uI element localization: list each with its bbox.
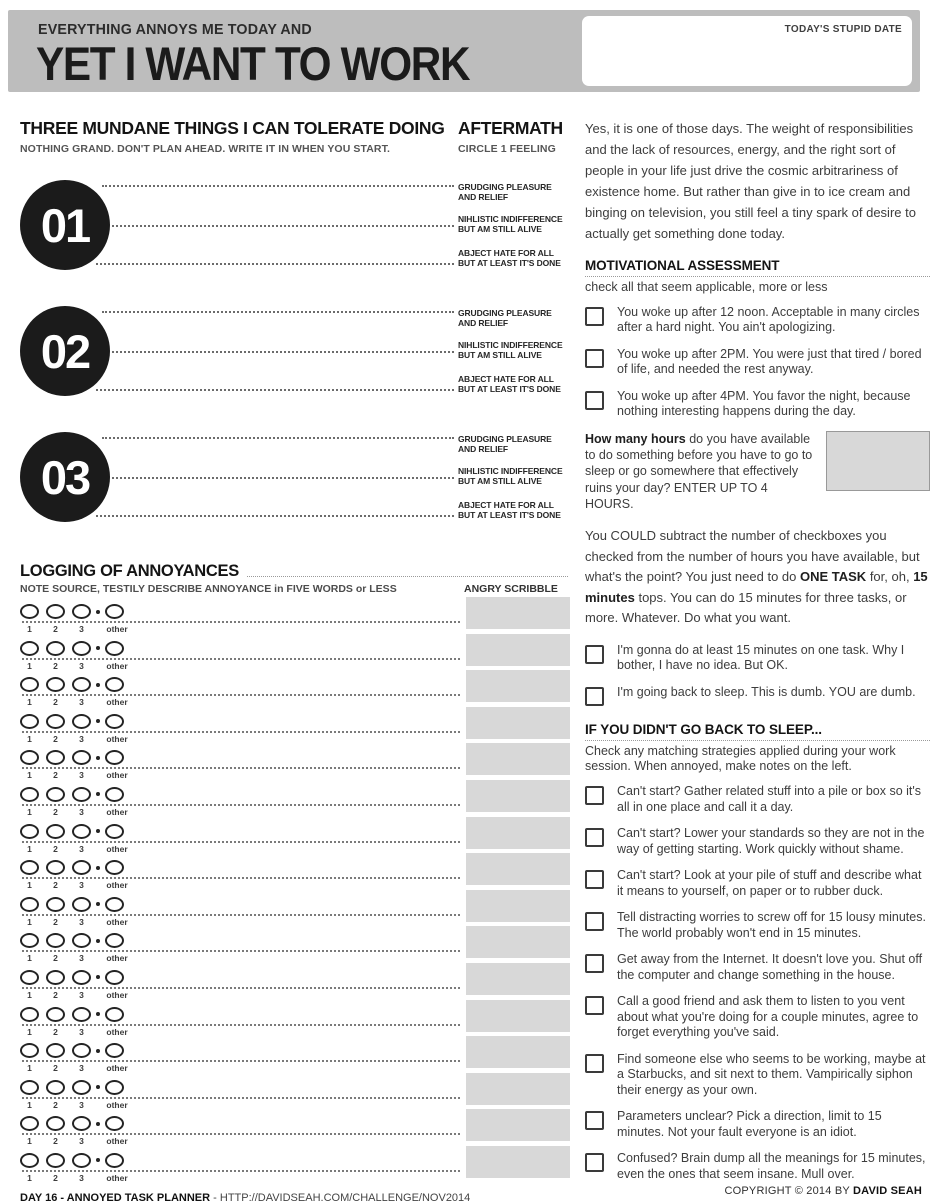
circle-label: other xyxy=(106,1172,128,1183)
circle-label: 1 xyxy=(27,880,32,891)
left-column xyxy=(20,118,570,1188)
count-circle-other[interactable] xyxy=(105,677,124,692)
count-circle-3[interactable] xyxy=(72,824,91,839)
feeling-option-abject-hate[interactable]: ABJECT HATE FOR ALL BUT AT LEAST IT'S DONE xyxy=(458,374,561,395)
count-circle-other[interactable] xyxy=(105,824,124,839)
checkbox[interactable] xyxy=(585,645,604,664)
circle-label: 1 xyxy=(27,1172,32,1183)
circle-label: 1 xyxy=(27,660,32,671)
angry-scribble-box[interactable] xyxy=(466,780,570,812)
angry-scribble-box[interactable] xyxy=(466,1036,570,1068)
count-circle-other[interactable] xyxy=(105,970,124,985)
tasks-heading: THREE MUNDANE THINGS I CAN TOLERATE DOING xyxy=(20,118,445,138)
count-circle-1[interactable] xyxy=(20,714,39,729)
feeling-option-nihilistic-indifference[interactable]: NIHLISTIC INDIFFERENCE BUT AM STILL ALIVE xyxy=(458,340,563,361)
angry-scribble-box[interactable] xyxy=(466,1073,570,1105)
count-circle-other[interactable] xyxy=(105,1116,124,1131)
count-circle-2[interactable] xyxy=(46,824,65,839)
count-circle-2[interactable] xyxy=(46,604,65,619)
count-circle-other[interactable] xyxy=(105,787,124,802)
checkbox[interactable] xyxy=(585,828,604,847)
logging-subheading: NOTE SOURCE, TESTILY DESCRIBE ANNOYANCE in FIVE WORDS or LESS xyxy=(20,583,397,595)
separator-dot xyxy=(96,1085,100,1089)
circle-label: 1 xyxy=(27,843,32,854)
feeling-option-nihilistic-indifference[interactable]: NIHLISTIC INDIFFERENCE BUT AM STILL ALIVE xyxy=(458,466,563,487)
annoyance-writing-line[interactable] xyxy=(22,1024,460,1026)
count-circle-3[interactable] xyxy=(72,1116,91,1131)
angry-scribble-heading: ANGRY SCRIBBLE xyxy=(464,583,558,595)
annoyance-row xyxy=(20,1151,570,1188)
checklist-item-text: Find someone else who seems to be working, maybe at a Starbucks, and sit next to them. Vampirically siphon their energy as your own. xyxy=(617,1051,926,1097)
checklist-item xyxy=(585,685,930,706)
page-title: YET I WANT TO WORK xyxy=(36,37,470,90)
circle-label: other xyxy=(106,806,128,817)
circle-label: 3 xyxy=(79,1136,84,1147)
count-circle-other[interactable] xyxy=(105,860,124,875)
circle-label: 3 xyxy=(79,806,84,817)
separator-dot xyxy=(96,866,100,870)
annoyance-writing-line[interactable] xyxy=(22,1097,460,1099)
annoyance-writing-line[interactable] xyxy=(22,877,460,879)
separator-dot xyxy=(96,975,100,979)
separator-dot xyxy=(96,756,100,760)
angry-scribble-box[interactable] xyxy=(466,1000,570,1032)
task-number-badge: 03 xyxy=(20,432,110,522)
task-writing-line[interactable] xyxy=(112,225,454,227)
count-circle-2[interactable] xyxy=(46,860,65,875)
circle-label: 2 xyxy=(53,806,58,817)
task-writing-line[interactable] xyxy=(112,477,454,479)
annoyance-writing-line[interactable] xyxy=(22,1133,460,1135)
count-circle-2[interactable] xyxy=(46,933,65,948)
circle-label: 1 xyxy=(27,916,32,927)
count-circle-1[interactable] xyxy=(20,1043,39,1058)
circle-label: 1 xyxy=(27,1099,32,1110)
count-circle-2[interactable] xyxy=(46,641,65,656)
circle-label: 3 xyxy=(79,624,84,634)
checklist-item xyxy=(585,868,930,899)
checklist-item xyxy=(585,1151,930,1182)
separator-dot xyxy=(96,610,100,614)
checklist-item-text: Get away from the Internet. It doesn't love you. Shut off the computer and change something in the house. xyxy=(617,952,923,982)
circle-label: 3 xyxy=(79,1099,84,1110)
checklist-item-text: Confused? Brain dump all the meanings for 15 minutes, even the ones that seem insane. Mull over. xyxy=(617,1151,926,1181)
separator-dot xyxy=(96,1012,100,1016)
count-circle-3[interactable] xyxy=(72,1043,91,1058)
angry-scribble-box[interactable] xyxy=(466,963,570,995)
count-circle-other[interactable] xyxy=(105,933,124,948)
annoyance-writing-line[interactable] xyxy=(22,731,460,733)
count-circle-1[interactable] xyxy=(20,1080,39,1095)
circle-label: 1 xyxy=(27,733,32,744)
circle-label: 1 xyxy=(27,806,32,817)
checkbox[interactable] xyxy=(585,996,604,1015)
circle-label: 3 xyxy=(79,880,84,891)
angry-scribble-box[interactable] xyxy=(466,707,570,739)
count-circle-2[interactable] xyxy=(46,787,65,802)
count-circle-2[interactable] xyxy=(46,750,65,765)
count-circle-other[interactable] xyxy=(105,714,124,729)
circle-label: 3 xyxy=(79,733,84,744)
angry-scribble-box[interactable] xyxy=(466,670,570,702)
footer-copyright: COPYRIGHT © 2014 BY DAVID SEAH xyxy=(724,1185,922,1197)
date-entry-box[interactable] xyxy=(582,16,912,86)
circle-label: other xyxy=(106,660,128,671)
hours-entry-box[interactable] xyxy=(826,431,930,491)
separator-dot xyxy=(96,792,100,796)
logging-heading: LOGGING OF ANNOYANCES xyxy=(20,562,239,580)
circle-label: 1 xyxy=(27,624,32,634)
circle-label: other xyxy=(106,880,128,891)
count-circle-other[interactable] xyxy=(105,1007,124,1022)
circle-label: other xyxy=(106,624,128,634)
circle-label: 1 xyxy=(27,1136,32,1147)
count-circle-2[interactable] xyxy=(46,1116,65,1131)
circle-label: other xyxy=(106,1063,128,1074)
annoyance-writing-line[interactable] xyxy=(22,621,460,623)
checklist-item xyxy=(585,643,930,674)
checkbox[interactable] xyxy=(585,307,604,326)
feeling-option-abject-hate[interactable]: ABJECT HATE FOR ALL BUT AT LEAST IT'S DONE xyxy=(458,500,561,521)
count-circle-1[interactable] xyxy=(20,1116,39,1131)
hours-row xyxy=(585,431,930,512)
circle-label: 2 xyxy=(53,660,58,671)
count-circle-2[interactable] xyxy=(46,897,65,912)
angry-scribble-box[interactable] xyxy=(466,890,570,922)
header-kicker: EVERYTHING ANNOYS ME TODAY AND xyxy=(38,21,312,38)
annoyance-writing-line[interactable] xyxy=(22,767,460,769)
dotted-leader xyxy=(247,576,568,577)
circle-label: 2 xyxy=(53,880,58,891)
date-label: TODAY'S STUPID DATE xyxy=(784,24,902,35)
angry-scribble-box[interactable] xyxy=(466,853,570,885)
angry-scribble-box[interactable] xyxy=(466,1146,570,1178)
count-circle-3[interactable] xyxy=(72,1153,91,1168)
count-circle-other[interactable] xyxy=(105,1080,124,1095)
circle-label: 2 xyxy=(53,843,58,854)
count-circle-1[interactable] xyxy=(20,1007,39,1022)
task-writing-line[interactable] xyxy=(96,263,454,265)
task-number-badge: 01 xyxy=(20,180,110,270)
checkbox[interactable] xyxy=(585,1153,604,1172)
count-circle-1[interactable] xyxy=(20,641,39,656)
checklist-item xyxy=(585,910,930,941)
count-circle-1[interactable] xyxy=(20,824,39,839)
circle-label: other xyxy=(106,733,128,744)
checklist-item-text: Parameters unclear? Pick a direction, limit to 15 minutes. Not your fault everyone is an idiot. xyxy=(617,1109,882,1139)
count-circle-3[interactable] xyxy=(72,1007,91,1022)
intro-paragraph: Yes, it is one of those days. The weight of responsibilities and the lack of resources, energy, and the right sort of people in your life just drive the cosmic arbitrariness of existence home. But rather than give in to ice cream and binging on television, you still feel a tiny spark of desire to actually get something done today. xyxy=(585,121,916,242)
checkbox[interactable] xyxy=(585,954,604,973)
angry-scribble-box[interactable] xyxy=(466,743,570,775)
checklist-item xyxy=(585,1109,930,1140)
separator-dot xyxy=(96,683,100,687)
tasks-subheading: NOTHING GRAND. DON'T PLAN AHEAD. WRITE IT IN WHEN YOU START. xyxy=(20,143,390,155)
task-writing-line[interactable] xyxy=(102,311,454,313)
task-block-3 xyxy=(20,424,570,536)
count-circle-1[interactable] xyxy=(20,677,39,692)
right-column xyxy=(585,118,930,1193)
circle-label: other xyxy=(106,916,128,927)
circle-label: other xyxy=(106,1026,128,1037)
annoyance-writing-line[interactable] xyxy=(22,841,460,843)
annoyance-writing-line[interactable] xyxy=(22,914,460,916)
annoyance-writing-line[interactable] xyxy=(22,1060,460,1062)
count-circle-3[interactable] xyxy=(72,897,91,912)
count-circle-other[interactable] xyxy=(105,641,124,656)
count-circle-2[interactable] xyxy=(46,714,65,729)
count-circle-3[interactable] xyxy=(72,714,91,729)
motivational-checklist xyxy=(585,305,930,420)
checklist-item xyxy=(585,305,930,336)
circle-label: other xyxy=(106,1136,128,1147)
count-circle-3[interactable] xyxy=(72,860,91,875)
circle-label: 3 xyxy=(79,660,84,671)
checkbox[interactable] xyxy=(585,1054,604,1073)
circle-label: 3 xyxy=(79,843,84,854)
count-circle-1[interactable] xyxy=(20,1153,39,1168)
circle-label: 2 xyxy=(53,624,58,634)
checklist-item-text: You woke up after 12 noon. Acceptable in many circles after a hard night. You ain't apologizing. xyxy=(617,304,920,335)
motivational-subheading: check all that seem applicable, more or less xyxy=(585,280,828,295)
circle-label: 1 xyxy=(27,1063,32,1074)
separator-dot xyxy=(96,902,100,906)
circle-label: other xyxy=(106,1099,128,1110)
sleep-subheading: Check any matching strategies applied during your work session. When annoyed, make notes on the left. xyxy=(585,743,896,774)
checklist-item-text: Call a good friend and ask them to listen to you vent about what you're doing for a couple minutes, agree to forget everything you've said. xyxy=(617,994,919,1040)
checklist-item xyxy=(585,952,930,983)
annoyance-writing-line[interactable] xyxy=(22,694,460,696)
checklist-item-text: You woke up after 2PM. You were just that tired / bored of life, and needed the rest anyway. xyxy=(617,346,922,377)
feeling-option-grudging-pleasure[interactable]: GRUDGING PLEASURE AND RELIEF xyxy=(458,308,552,329)
circle-label: 1 xyxy=(27,953,32,964)
checkbox[interactable] xyxy=(585,786,604,805)
checklist-item xyxy=(585,389,930,420)
checklist-item-text: Can't start? Look at your pile of stuff and describe what it means to yourself, on paper or to rubber duck. xyxy=(617,868,922,898)
angry-scribble-box[interactable] xyxy=(466,817,570,849)
checklist-item-text: I'm going back to sleep. This is dumb. YOU are dumb. xyxy=(617,684,916,699)
checkbox[interactable] xyxy=(585,1111,604,1130)
circle-label: 2 xyxy=(53,953,58,964)
checklist-item-text: Can't start? Lower your standards so they are not in the way of getting starting. Work quickly without shame. xyxy=(617,826,925,856)
count-circle-2[interactable] xyxy=(46,1153,65,1168)
circle-label: 2 xyxy=(53,733,58,744)
task-block-2 xyxy=(20,298,570,410)
circle-label: 3 xyxy=(79,1063,84,1074)
header-bar xyxy=(8,10,920,92)
circle-label: 2 xyxy=(53,916,58,927)
circle-label: 1 xyxy=(27,1026,32,1037)
checkbox[interactable] xyxy=(585,687,604,706)
aftermath-header xyxy=(458,118,570,155)
count-circle-1[interactable] xyxy=(20,933,39,948)
checklist-item xyxy=(585,784,930,815)
feeling-option-grudging-pleasure[interactable]: GRUDGING PLEASURE AND RELIEF xyxy=(458,182,552,203)
annoyance-writing-line[interactable] xyxy=(22,804,460,806)
task-writing-line[interactable] xyxy=(102,437,454,439)
separator-dot xyxy=(96,829,100,833)
count-circle-3[interactable] xyxy=(72,750,91,765)
logging-rows xyxy=(20,602,570,1188)
circle-label: 1 xyxy=(27,770,32,781)
count-circle-2[interactable] xyxy=(46,970,65,985)
separator-dot xyxy=(96,1122,100,1126)
could-paragraph: You COULD subtract the number of checkboxes you checked from the number of hours you have available, but what's the point? You just need to do ONE TASK for, oh, 15 minutes tops. You can do 15 minutes for three tasks, or more. Whatever. Do what you want. xyxy=(585,528,928,626)
circle-label: 3 xyxy=(79,953,84,964)
count-circle-1[interactable] xyxy=(20,897,39,912)
count-circle-3[interactable] xyxy=(72,787,91,802)
annoyance-writing-line[interactable] xyxy=(22,1170,460,1172)
count-circle-3[interactable] xyxy=(72,933,91,948)
circle-label: 1 xyxy=(27,697,32,708)
feeling-option-abject-hate[interactable]: ABJECT HATE FOR ALL BUT AT LEAST IT'S DONE xyxy=(458,248,561,269)
task-writing-line[interactable] xyxy=(96,515,454,517)
checkbox[interactable] xyxy=(585,912,604,931)
circle-label: 3 xyxy=(79,770,84,781)
circle-label: 3 xyxy=(79,989,84,1000)
circle-label: other xyxy=(106,953,128,964)
circle-label: 2 xyxy=(53,770,58,781)
checkbox[interactable] xyxy=(585,391,604,410)
count-circle-3[interactable] xyxy=(72,641,91,656)
feeling-option-nihilistic-indifference[interactable]: NIHLISTIC INDIFFERENCE BUT AM STILL ALIVE xyxy=(458,214,563,235)
circle-label: other xyxy=(106,989,128,1000)
separator-dot xyxy=(96,939,100,943)
circle-label: other xyxy=(106,697,128,708)
count-circle-other[interactable] xyxy=(105,604,124,619)
circle-label: 2 xyxy=(53,1172,58,1183)
checklist-item-text: Tell distracting worries to screw off for 15 lousy minutes. The world probably won't end in 15 minutes. xyxy=(617,910,926,940)
circle-label: other xyxy=(106,770,128,781)
hours-question: How many hours do you have available to do something before you have to go to sleep or go somewhere that effectively ruins your day? ENTER UP TO 4 HOURS. xyxy=(585,431,813,511)
motivational-heading: MOTIVATIONAL ASSESSMENT xyxy=(585,258,930,277)
count-circle-1[interactable] xyxy=(20,860,39,875)
count-circle-1[interactable] xyxy=(20,604,39,619)
separator-dot xyxy=(96,1158,100,1162)
count-circle-3[interactable] xyxy=(72,970,91,985)
checklist-item-text: I'm gonna do at least 15 minutes on one task. Why I bother, I have no idea. But OK. xyxy=(617,642,905,673)
count-circle-3[interactable] xyxy=(72,677,91,692)
checklist-item-text: You woke up after 4PM. You favor the night, because nothing interesting happens during the day. xyxy=(617,388,911,419)
checklist-item xyxy=(585,1052,930,1099)
circle-label: 3 xyxy=(79,697,84,708)
count-circle-1[interactable] xyxy=(20,750,39,765)
circle-label: 1 xyxy=(27,989,32,1000)
circle-label: 2 xyxy=(53,1063,58,1074)
separator-dot xyxy=(96,719,100,723)
count-circle-2[interactable] xyxy=(46,1043,65,1058)
count-circle-2[interactable] xyxy=(46,1007,65,1022)
count-circle-2[interactable] xyxy=(46,677,65,692)
circle-label: 2 xyxy=(53,1099,58,1110)
separator-dot xyxy=(96,646,100,650)
angry-scribble-box[interactable] xyxy=(466,926,570,958)
count-circle-other[interactable] xyxy=(105,897,124,912)
sleep-heading: IF YOU DIDN'T GO BACK TO SLEEP... xyxy=(585,722,930,741)
checklist-item xyxy=(585,826,930,857)
aftermath-heading: AFTERMATH xyxy=(458,118,563,138)
circle-label: 2 xyxy=(53,1136,58,1147)
angry-scribble-box[interactable] xyxy=(466,1109,570,1141)
count-circle-3[interactable] xyxy=(72,1080,91,1095)
circle-label: 2 xyxy=(53,1026,58,1037)
circle-label: 3 xyxy=(79,1026,84,1037)
count-circle-other[interactable] xyxy=(105,1043,124,1058)
task-block-1 xyxy=(20,172,570,284)
count-circle-2[interactable] xyxy=(46,1080,65,1095)
annoyance-writing-line[interactable] xyxy=(22,950,460,952)
feeling-option-grudging-pleasure[interactable]: GRUDGING PLEASURE AND RELIEF xyxy=(458,434,552,455)
circle-label: 3 xyxy=(79,1172,84,1183)
count-circle-other[interactable] xyxy=(105,1153,124,1168)
checkbox[interactable] xyxy=(585,349,604,368)
task-writing-line[interactable] xyxy=(96,389,454,391)
angry-scribble-box[interactable] xyxy=(466,597,570,629)
annoyance-writing-line[interactable] xyxy=(22,987,460,989)
aftermath-subheading: CIRCLE 1 FEELING xyxy=(458,143,556,155)
checklist-item xyxy=(585,347,930,378)
circle-label: 3 xyxy=(79,916,84,927)
checklist-item-text: Can't start? Gather related stuff into a pile or box so it's all in one place and call it a day. xyxy=(617,784,922,814)
count-circle-1[interactable] xyxy=(20,787,39,802)
circle-label: 2 xyxy=(53,989,58,1000)
task-writing-line[interactable] xyxy=(102,185,454,187)
decision-checklist xyxy=(585,643,930,706)
task-number-badge: 02 xyxy=(20,306,110,396)
circle-label: other xyxy=(106,843,128,854)
count-circle-3[interactable] xyxy=(72,604,91,619)
annoyance-writing-line[interactable] xyxy=(22,658,460,660)
footer-left: DAY 16 - ANNOYED TASK PLANNER - HTTP://DAVIDSEAH.COM/CHALLENGE/NOV2014 xyxy=(20,1192,471,1204)
circle-label: 2 xyxy=(53,697,58,708)
checklist-item xyxy=(585,994,930,1041)
separator-dot xyxy=(96,1049,100,1053)
count-circle-1[interactable] xyxy=(20,970,39,985)
count-circle-other[interactable] xyxy=(105,750,124,765)
angry-scribble-box[interactable] xyxy=(466,634,570,666)
checkbox[interactable] xyxy=(585,870,604,889)
strategies-checklist xyxy=(585,784,930,1182)
task-writing-line[interactable] xyxy=(112,351,454,353)
